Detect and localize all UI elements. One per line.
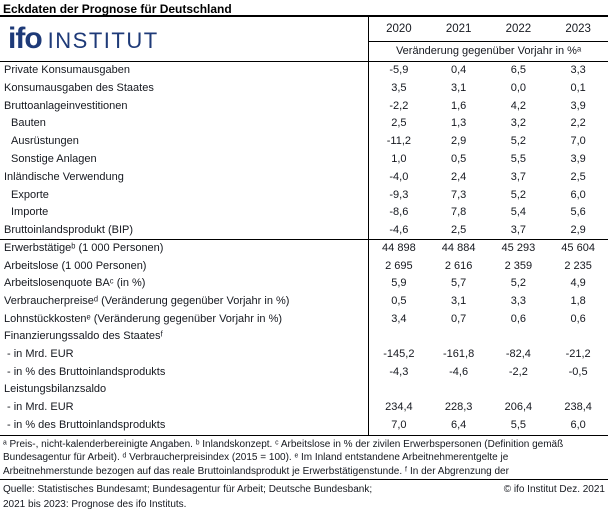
value-cell: 0,0 (510, 81, 527, 94)
table-row (0, 80, 608, 98)
value-cell: -5,9 (389, 64, 409, 76)
value-cell: 2 695 (385, 259, 413, 272)
value-cell: 7,0 (391, 418, 407, 431)
value-cell: 3,4 (391, 312, 407, 325)
value-cell: 5,2 (510, 135, 527, 148)
row-values (368, 399, 608, 417)
value-cell: 2,9 (570, 224, 586, 237)
table-row (0, 258, 608, 276)
value-cell: 2,5 (391, 117, 407, 130)
source-block (0, 480, 608, 512)
row-label: Arbeitslosenquote BAᶜ (in %) (4, 277, 146, 290)
row-values (368, 328, 608, 346)
value-cell: 2,5 (570, 170, 586, 183)
value-cell: 2,2 (570, 117, 586, 130)
table-body (0, 62, 608, 436)
ifo-institut-logo (8, 24, 159, 54)
table-row (0, 151, 608, 169)
value-cell (489, 381, 549, 399)
value-cell: 0,7 (450, 312, 467, 325)
row-label: Erwerbstätigeᵇ (1 000 Personen) (4, 241, 164, 254)
table-row (0, 399, 608, 417)
row-label: Konsumausgaben des Staates (4, 81, 154, 94)
value-cell: 2 616 (444, 259, 473, 272)
value-cell: 6,4 (450, 418, 467, 431)
row-label: Ausrüstungen (11, 135, 79, 148)
footnote-line: ᵃ Preis-, nicht-kalenderbereinigte Angaben. ᵇ Inlandskonzept. ᶜ Arbeitslose in % der zivilen Erwerbspersonen (Definition gemäß (3, 438, 564, 450)
table-row (0, 222, 608, 240)
value-cell: 2 359 (504, 259, 533, 272)
value-cell: 0,5 (450, 152, 467, 165)
copyright-note: © ifo Institut Dez. 2021 (503, 483, 605, 495)
value-cell: 2,4 (450, 170, 467, 183)
value-cell: 2,5 (450, 224, 467, 237)
row-label: Bruttoanlageinvestitionen (4, 99, 128, 112)
value-cell: 5,5 (510, 152, 527, 165)
table-row (0, 115, 608, 133)
footnotes (0, 436, 608, 480)
row-label: Bruttoinlandsprodukt (BIP) (4, 224, 134, 237)
logo-area (0, 17, 368, 61)
row-values (368, 258, 608, 276)
row-values (368, 133, 608, 151)
row-values (368, 417, 608, 435)
value-cell: -2,2 (508, 365, 528, 378)
row-label: Exporte (11, 188, 49, 201)
value-cell: 234,4 (385, 401, 413, 414)
value-cell: 5,7 (450, 277, 467, 290)
value-cell (369, 328, 429, 346)
value-cell: -82,4 (505, 348, 531, 361)
header-data-area (368, 17, 608, 61)
value-cell: 1,6 (450, 99, 467, 112)
value-cell: 3,9 (570, 99, 586, 112)
value-cell: 4,9 (570, 277, 586, 290)
value-cell: 0,1 (570, 81, 586, 94)
row-label: Sonstige Anlagen (11, 152, 97, 165)
value-cell (548, 328, 608, 346)
year-header: 2022 (505, 23, 532, 35)
value-cell: 6,0 (570, 418, 586, 431)
value-cell (489, 328, 549, 346)
row-values (368, 115, 608, 133)
value-cell: 3,7 (510, 224, 527, 237)
value-cell: 7,8 (450, 206, 467, 219)
value-cell: 3,3 (570, 64, 586, 76)
value-cell: 3,9 (570, 152, 586, 165)
value-cell: 228,3 (444, 401, 473, 414)
value-cell: 5,5 (510, 418, 527, 431)
row-label: Importe (11, 206, 49, 219)
table-row (0, 293, 608, 311)
row-values (368, 169, 608, 187)
row-values (368, 346, 608, 364)
value-cell: 2,9 (450, 135, 467, 148)
value-cell: 206,4 (504, 401, 533, 414)
table-row (0, 204, 608, 222)
value-cell: 6,0 (570, 188, 586, 201)
value-cell: -9,3 (389, 188, 409, 201)
value-cell (548, 381, 608, 399)
value-cell: 1,0 (391, 152, 407, 165)
page-title: Eckdaten der Prognose für Deutschland (0, 0, 608, 17)
value-cell: 238,4 (564, 401, 592, 414)
row-label: - in % des Bruttoinlandsprodukts (7, 418, 166, 431)
value-cell: -4,3 (389, 365, 409, 378)
row-values (368, 311, 608, 329)
value-cell: 44 898 (382, 241, 416, 254)
year-header: 2021 (445, 23, 472, 35)
row-values (368, 240, 608, 258)
row-label: Arbeitslose (1 000 Personen) (4, 259, 147, 272)
value-cell: 0,6 (570, 312, 586, 325)
row-label: Leistungsbilanzsaldo (4, 383, 107, 396)
value-cell: -4,0 (389, 170, 409, 183)
value-cell: 5,2 (510, 277, 527, 290)
value-cell: 0,6 (510, 312, 527, 325)
value-cell: -4,6 (449, 365, 469, 378)
value-cell: 0,4 (450, 64, 467, 76)
table-row (0, 328, 608, 346)
value-cell: 7,0 (570, 135, 586, 148)
table-row (0, 417, 608, 435)
source-line: 2021 bis 2023: Prognose des ifo Instituts. (3, 498, 187, 510)
unit-note: Veränderung gegenüber Vorjahr in %ᵃ (395, 45, 582, 57)
value-cell: 5,4 (510, 206, 527, 219)
table-row (0, 169, 608, 187)
value-cell: 0,5 (391, 295, 407, 308)
table-row (0, 346, 608, 364)
source-line: Quelle: Statistisches Bundesamt; Bundesagentur für Arbeit; Deutsche Bundesbank; (3, 483, 373, 495)
value-cell: 3,7 (510, 170, 527, 183)
year-column-headers (369, 17, 608, 42)
footnote-line: Bundesagentur für Arbeit). ᵈ Verbraucherpreisindex (2015 = 100). ᵉ Im Inland entstandene Arbeitnehmerentgelte je (3, 452, 509, 464)
year-header: 2020 (386, 23, 412, 35)
table-row (0, 187, 608, 205)
ifo-logo-text: ifo (8, 22, 42, 55)
table-row (0, 364, 608, 382)
row-label: - in Mrd. EUR (7, 348, 74, 361)
value-cell: -21,2 (565, 348, 591, 361)
value-cell: 45 293 (501, 241, 536, 254)
value-cell: 3,5 (391, 81, 407, 94)
value-cell: 3,1 (450, 81, 467, 94)
row-values (368, 222, 608, 239)
table-row (0, 98, 608, 116)
row-values (368, 62, 608, 80)
institut-logo-text: INSTITUT (47, 28, 159, 53)
row-label: Lohnstückkostenᵉ (Veränderung gegenüber Vorjahr in %) (4, 312, 283, 325)
value-cell: 1,3 (450, 117, 467, 130)
value-cell: 5,2 (510, 188, 527, 201)
table-row (0, 133, 608, 151)
row-values (368, 364, 608, 382)
value-cell: -8,6 (389, 206, 409, 219)
row-label: Verbraucherpreiseᵈ (Veränderung gegenüber Vorjahr in %) (4, 295, 290, 308)
row-label: Inländische Verwendung (4, 170, 124, 183)
value-cell (429, 328, 489, 346)
value-cell: -161,8 (443, 348, 475, 361)
value-cell: 3,1 (450, 295, 467, 308)
value-cell: -145,2 (383, 348, 415, 361)
row-label: Bauten (11, 117, 46, 130)
row-values (368, 98, 608, 116)
value-cell: -4,6 (389, 224, 409, 237)
table-row (0, 62, 608, 80)
value-cell: 5,6 (570, 206, 586, 219)
value-cell: 5,9 (391, 277, 407, 290)
footnote-line: Arbeitnehmerstunde bezogen auf das reale Bruttoinlandsprodukt je Erwerbstätigenstunde. ᶠ In der Abgrenzung der (3, 466, 509, 478)
row-label: - in % des Bruttoinlandsprodukts (7, 365, 166, 378)
row-label: - in Mrd. EUR (7, 401, 74, 414)
year-header: 2023 (565, 23, 591, 35)
value-cell: -0,5 (568, 365, 588, 378)
value-cell: 7,3 (450, 188, 467, 201)
row-values (368, 293, 608, 311)
table-header (0, 17, 608, 62)
value-cell: 6,5 (510, 64, 527, 76)
value-cell: 1,8 (570, 295, 586, 308)
table-row (0, 275, 608, 293)
row-values (368, 204, 608, 222)
value-cell: 44 884 (441, 241, 476, 254)
row-values (368, 275, 608, 293)
value-cell: 2 235 (564, 259, 592, 272)
table-row (0, 240, 608, 258)
value-cell (429, 381, 489, 399)
row-values (368, 187, 608, 205)
value-cell (369, 381, 429, 399)
table-row (0, 381, 608, 399)
table-row (0, 311, 608, 329)
row-label: Private Konsumausgaben (4, 64, 130, 76)
row-values (368, 80, 608, 98)
value-cell: -11,2 (386, 135, 411, 148)
row-label: Finanzierungssaldo des Staatesᶠ (4, 330, 164, 343)
value-cell: -2,2 (389, 99, 409, 112)
value-cell: 45 604 (561, 241, 595, 254)
value-cell: 4,2 (510, 99, 527, 112)
value-cell: 3,2 (510, 117, 527, 130)
row-values (368, 151, 608, 169)
row-values (368, 381, 608, 399)
value-cell: 3,3 (510, 295, 527, 308)
